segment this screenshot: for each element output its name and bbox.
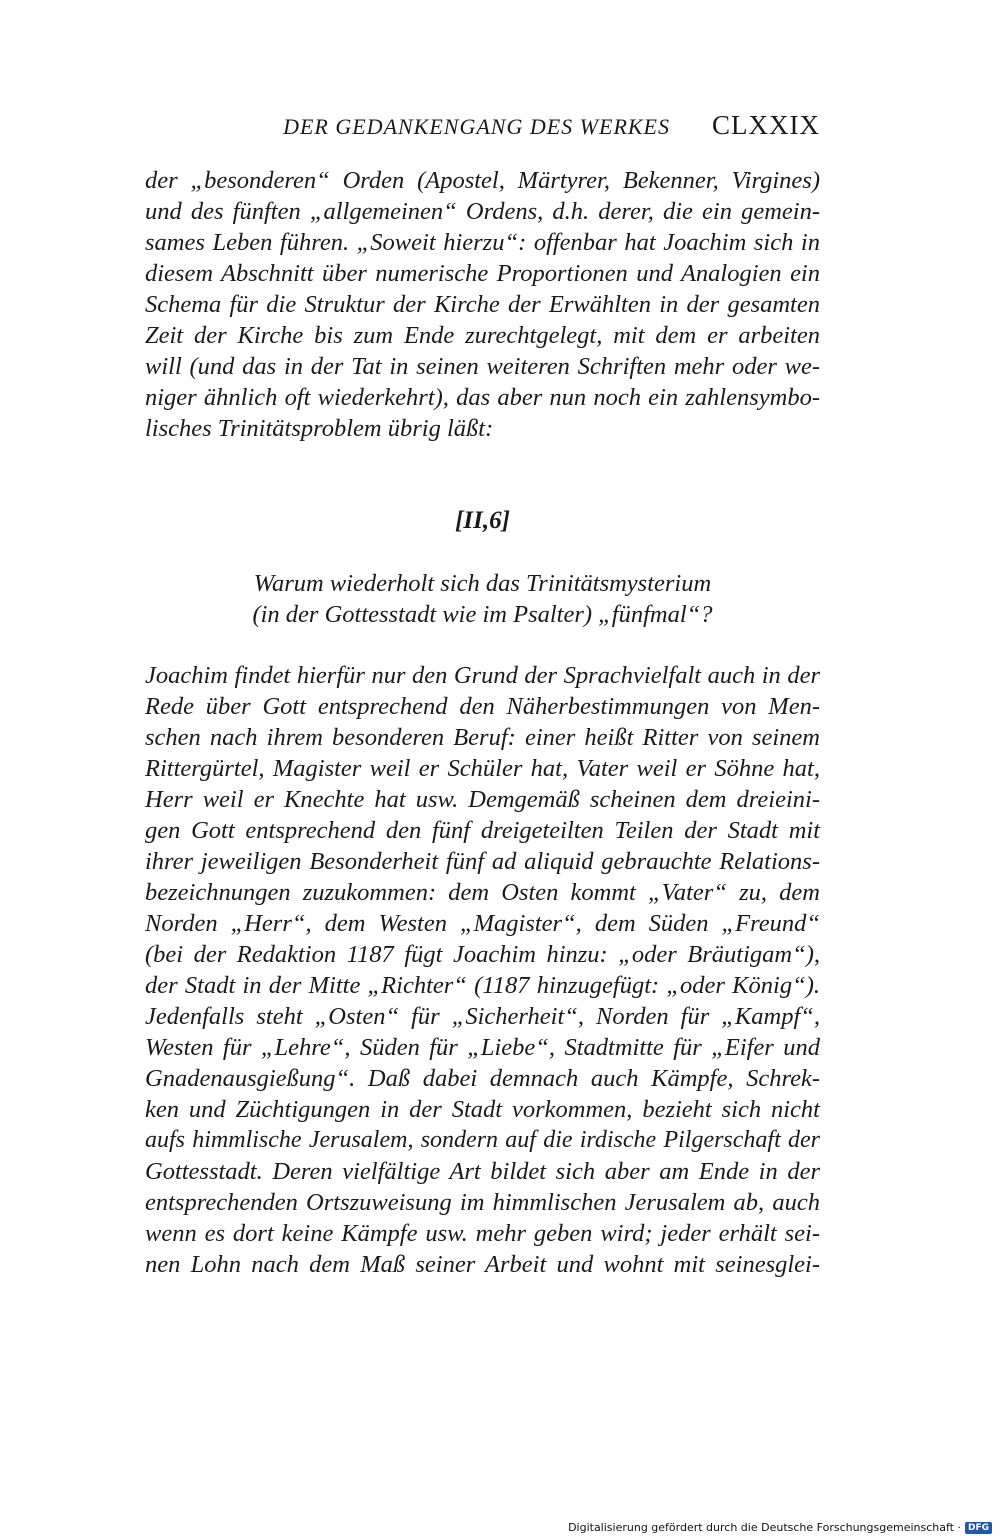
text-line: Gnadenausgießung“. Daß dabei demnach auch Kämpfe, Schrek- — [145, 1065, 820, 1092]
text-line: ken und Züchtigungen in der Stadt vorkommen, bezieht sich nicht — [145, 1096, 820, 1123]
text-line: gen Gott entsprechend den fünf dreigeteilten Teilen der Stadt mit — [145, 817, 820, 844]
footer-text: Digitalisierung gefördert durch die Deutsche Forschungsgemeinschaft · — [568, 1521, 961, 1534]
text-line: der Stadt in der Mitte „Richter“ (1187 hinzugefügt: „oder König“). — [145, 972, 820, 999]
page-number: CLXXIX — [712, 110, 820, 140]
text-line: Herr weil er Knechte hat usw. Demgemäß scheinen dem dreieini- — [145, 786, 820, 813]
text-line: Zeit der Kirche bis zum Ende zurechtgelegt, mit dem er arbeiten — [145, 322, 820, 349]
text-line: aufs himmlische Jerusalem, sondern auf die irdische Pilgerschaft der — [145, 1127, 820, 1153]
text-line: Rede über Gott entsprechend den Näherbestimmungen von Men- — [145, 693, 820, 720]
text-line: der „besonderen“ Orden (Apostel, Märtyrer, Bekenner, Virgines) — [145, 167, 820, 194]
text-line: entsprechenden Ortszuweisung im himmlischen Jerusalem ab, auch — [145, 1189, 820, 1216]
paragraph-2 — [145, 660, 820, 1280]
digitization-footer — [568, 1521, 992, 1534]
text-line: Rittergürtel, Magister weil er Schüler hat, Vater weil er Söhne hat, — [145, 755, 820, 782]
section-number: [II,6] — [455, 507, 510, 534]
text-line: nen Lohn nach dem Maß seiner Arbeit und wohnt mit seinesglei- — [145, 1251, 820, 1278]
text-line: Schema für die Struktur der Kirche der Erwählten in der gesamten — [145, 291, 820, 318]
text-line: schen nach ihrem besonderen Beruf: einer heißt Ritter von seinem — [145, 724, 820, 751]
text-line: will (und das in der Tat in seinen weiteren Schriften mehr oder we- — [145, 353, 820, 380]
text-line: lisches Trinitätsproblem übrig läßt: — [145, 415, 494, 442]
text-line: Jedenfalls steht „Osten“ für „Sicherheit“, Norden für „Kampf“, — [145, 1003, 820, 1030]
text-line: (bei der Redaktion 1187 fügt Joachim hinzu: „oder Bräutigam“), — [145, 941, 820, 968]
text-line: Westen für „Lehre“, Süden für „Liebe“, Stadtmitte für „Eifer und — [145, 1034, 820, 1061]
text-line: und des fünften „allgemeinen“ Ordens, d.h. derer, die ein gemein- — [145, 198, 820, 225]
section-title — [145, 568, 820, 630]
running-title: DER GEDANKENGANG DES WERKES — [283, 114, 670, 139]
text-line: Joachim findet hierfür nur den Grund der Sprachvielfalt auch in der — [145, 662, 820, 689]
section-title-line: (in der Gottesstadt wie im Psalter) „fünfmal“? — [252, 601, 713, 628]
text-line: wenn es dort keine Kämpfe usw. mehr geben wird; jeder erhält sei- — [145, 1220, 820, 1247]
text-line: bezeichnungen zuzukommen: dem Osten kommt „Vater“ zu, dem — [145, 879, 820, 906]
text-line: ihrer jeweiligen Besonderheit fünf ad aliquid gebrauchte Relations- — [145, 848, 820, 875]
section-title-line: Warum wiederholt sich das Trinitätsmysterium — [253, 570, 712, 597]
text-line: diesem Abschnitt über numerische Proportionen und Analogien ein — [145, 260, 820, 287]
dfg-logo-icon: DFG — [965, 1522, 992, 1534]
paragraph-1 — [145, 165, 820, 444]
text-line: sames Leben führen. „Soweit hierzu“: offenbar hat Joachim sich in — [145, 229, 820, 256]
text-line: Norden „Herr“, dem Westen „Magister“, dem Süden „Freund“ — [145, 910, 820, 937]
running-head — [145, 110, 820, 144]
text-line: Gottesstadt. Deren vielfältige Art bildet sich aber am Ende in der — [145, 1158, 820, 1185]
text-line: niger ähnlich oft wiederkehrt), das aber nun noch ein zahlensymbo- — [145, 384, 820, 411]
